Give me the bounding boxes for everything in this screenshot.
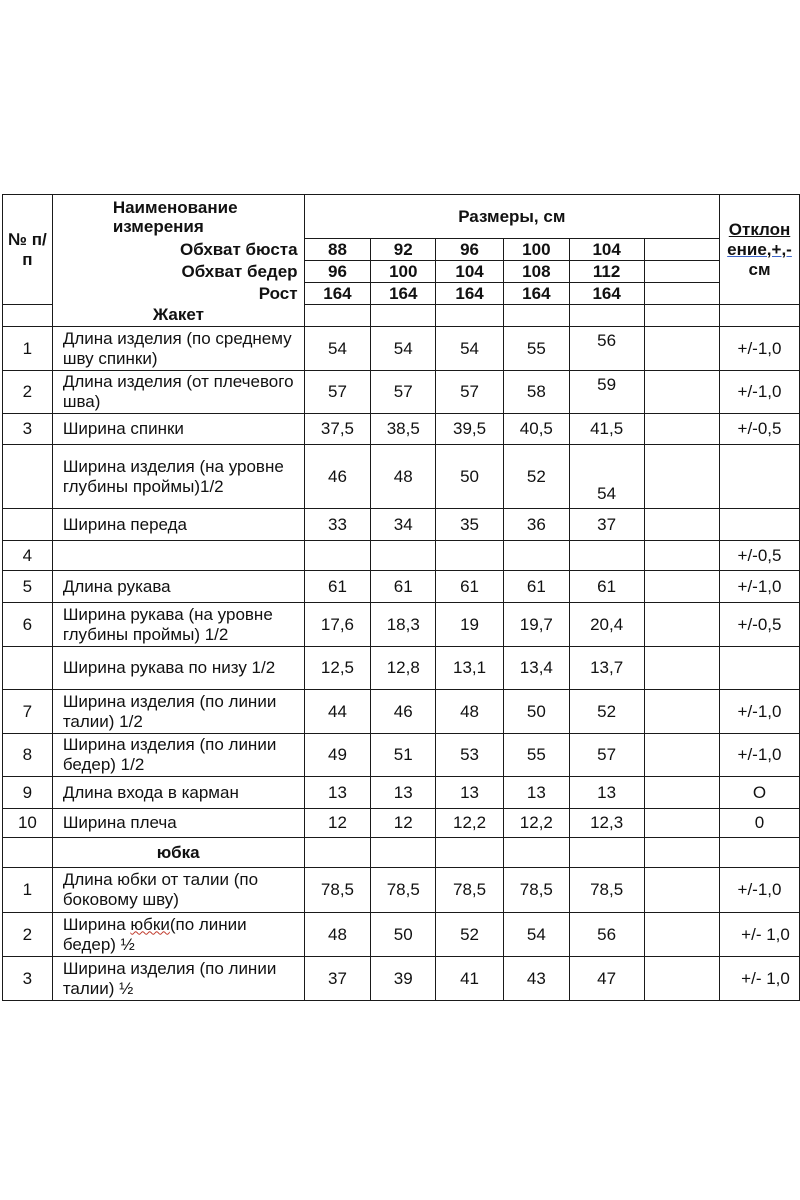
section-title-jacket: Жакет xyxy=(52,305,304,327)
row-value: 13,1 xyxy=(436,647,504,690)
table-row xyxy=(3,571,800,603)
row-value: 39 xyxy=(371,957,436,1001)
row-value: 34 xyxy=(371,509,436,541)
row-num: 2 xyxy=(3,913,53,957)
row-deviation: +/- 1,0 xyxy=(720,913,800,957)
hip-value: 108 xyxy=(503,261,569,283)
row-name xyxy=(52,541,304,571)
table-row xyxy=(3,913,800,957)
row-value xyxy=(644,327,720,371)
row-name: Ширина плеча xyxy=(52,809,304,838)
table-row xyxy=(3,734,800,777)
row-value xyxy=(644,603,720,647)
row-num: 5 xyxy=(3,571,53,603)
row-value: 13 xyxy=(569,777,644,809)
row-value: 52 xyxy=(569,690,644,734)
row-value xyxy=(644,868,720,913)
bust-label: Обхват бюста xyxy=(52,239,304,261)
hip-value: 104 xyxy=(436,261,504,283)
row-num: 10 xyxy=(3,809,53,838)
row-value: 38,5 xyxy=(371,414,436,445)
row-value: 78,5 xyxy=(436,868,504,913)
row-name xyxy=(52,913,304,957)
row-value: 17,6 xyxy=(304,603,371,647)
row-deviation: +/-1,0 xyxy=(720,734,800,777)
row-value: 50 xyxy=(436,445,504,509)
row-value: 54 xyxy=(503,913,569,957)
row-value: 12 xyxy=(304,809,371,838)
row-value: 36 xyxy=(503,509,569,541)
row-value: 13,4 xyxy=(503,647,569,690)
row-value: 40,5 xyxy=(503,414,569,445)
row-value: 35 xyxy=(436,509,504,541)
row-deviation: +/-1,0 xyxy=(720,571,800,603)
row-value: 54 xyxy=(569,445,644,509)
row-value: 61 xyxy=(371,571,436,603)
row-value: 57 xyxy=(304,371,371,414)
table-row xyxy=(3,603,800,647)
hip-value: 112 xyxy=(569,261,644,283)
bust-value: 92 xyxy=(371,239,436,261)
table-row xyxy=(3,868,800,913)
row-value: 78,5 xyxy=(304,868,371,913)
section-title-skirt: юбка xyxy=(52,838,304,868)
row-value: 51 xyxy=(371,734,436,777)
row-value: 46 xyxy=(304,445,371,509)
row-name: Длина юбки от талии (по боковому шву) xyxy=(52,868,304,913)
bust-value: 96 xyxy=(436,239,504,261)
table-row xyxy=(3,541,800,571)
row-value: 58 xyxy=(503,371,569,414)
row-name: Ширина изделия (по линии бедер) 1/2 xyxy=(52,734,304,777)
row-value: 78,5 xyxy=(371,868,436,913)
row-deviation: +/-0,5 xyxy=(720,603,800,647)
height-value xyxy=(644,283,720,305)
row-value: 47 xyxy=(569,957,644,1001)
row-deviation: +/-0,5 xyxy=(720,414,800,445)
row-deviation: +/-1,0 xyxy=(720,327,800,371)
row-value xyxy=(644,509,720,541)
row-value: 56 xyxy=(569,327,644,371)
row-name-pre: Ширина xyxy=(62,914,131,934)
row-value: 78,5 xyxy=(503,868,569,913)
row-value: 18,3 xyxy=(371,603,436,647)
row-value xyxy=(569,541,644,571)
row-value xyxy=(644,777,720,809)
row-deviation: 0 xyxy=(720,809,800,838)
row-num: 4 xyxy=(3,541,53,571)
row-value xyxy=(304,541,371,571)
table-row xyxy=(3,647,800,690)
row-value: 19 xyxy=(436,603,504,647)
table-row xyxy=(3,777,800,809)
row-deviation xyxy=(720,445,800,509)
row-num xyxy=(3,445,53,509)
row-name: Ширина изделия (на уровне глубины проймы)1/2 xyxy=(52,445,304,509)
row-value xyxy=(644,445,720,509)
row-value: 39,5 xyxy=(436,414,504,445)
row-name-mark: юбки xyxy=(130,914,170,934)
row-deviation: +/-1,0 xyxy=(720,690,800,734)
row-num xyxy=(3,509,53,541)
row-name: Ширина переда xyxy=(52,509,304,541)
row-deviation: +/-0,5 xyxy=(720,541,800,571)
row-value: 49 xyxy=(304,734,371,777)
row-value: 13 xyxy=(436,777,504,809)
row-value: 54 xyxy=(371,327,436,371)
row-value: 13 xyxy=(304,777,371,809)
row-name: Ширина изделия (по линии талии) 1/2 xyxy=(52,690,304,734)
row-value: 50 xyxy=(503,690,569,734)
row-value: 61 xyxy=(304,571,371,603)
hip-value xyxy=(644,261,720,283)
row-value xyxy=(644,647,720,690)
row-value xyxy=(644,957,720,1001)
row-value: 54 xyxy=(304,327,371,371)
row-value: 59 xyxy=(569,371,644,414)
row-value: 52 xyxy=(503,445,569,509)
row-value: 37 xyxy=(569,509,644,541)
row-num: 3 xyxy=(3,414,53,445)
row-num: 6 xyxy=(3,603,53,647)
row-value: 54 xyxy=(436,327,504,371)
row-value: 41,5 xyxy=(569,414,644,445)
row-num: 8 xyxy=(3,734,53,777)
bust-value xyxy=(644,239,720,261)
row-name: Длина входа в карман xyxy=(52,777,304,809)
row-num: 1 xyxy=(3,868,53,913)
row-name: Ширина спинки xyxy=(52,414,304,445)
row-value: 55 xyxy=(503,327,569,371)
row-value: 13 xyxy=(503,777,569,809)
row-value: 12,2 xyxy=(503,809,569,838)
row-value: 12,8 xyxy=(371,647,436,690)
row-num xyxy=(3,647,53,690)
row-value xyxy=(371,541,436,571)
row-value xyxy=(644,571,720,603)
row-deviation: +/-1,0 xyxy=(720,371,800,414)
row-deviation: O xyxy=(720,777,800,809)
row-num: 1 xyxy=(3,327,53,371)
row-value: 37 xyxy=(304,957,371,1001)
row-value: 55 xyxy=(503,734,569,777)
row-num: 9 xyxy=(3,777,53,809)
row-value xyxy=(644,690,720,734)
row-name: Длина изделия (от плечевого шва) xyxy=(52,371,304,414)
table-row xyxy=(3,509,800,541)
row-value: 20,4 xyxy=(569,603,644,647)
row-value xyxy=(503,541,569,571)
table-row xyxy=(3,957,800,1001)
row-value: 19,7 xyxy=(503,603,569,647)
height-label: Рост xyxy=(52,283,304,305)
row-value: 48 xyxy=(371,445,436,509)
table-row xyxy=(3,327,800,371)
row-deviation xyxy=(720,647,800,690)
col-num-header: № п/п xyxy=(3,195,53,305)
row-value xyxy=(644,414,720,445)
row-num: 3 xyxy=(3,957,53,1001)
table-row xyxy=(3,690,800,734)
height-value: 164 xyxy=(503,283,569,305)
row-value: 53 xyxy=(436,734,504,777)
row-name: Длина рукава xyxy=(52,571,304,603)
row-value: 57 xyxy=(436,371,504,414)
row-value xyxy=(644,809,720,838)
row-value: 57 xyxy=(569,734,644,777)
table-row xyxy=(3,414,800,445)
row-value: 48 xyxy=(436,690,504,734)
row-name: Ширина рукава по низу 1/2 xyxy=(52,647,304,690)
bust-value: 88 xyxy=(304,239,371,261)
sizes-header: Размеры, см xyxy=(304,195,719,239)
height-value: 164 xyxy=(436,283,504,305)
row-deviation xyxy=(720,509,800,541)
row-value: 43 xyxy=(503,957,569,1001)
row-value: 41 xyxy=(436,957,504,1001)
row-value xyxy=(644,734,720,777)
row-value: 50 xyxy=(371,913,436,957)
height-value: 164 xyxy=(304,283,371,305)
hip-value: 96 xyxy=(304,261,371,283)
row-deviation: +/-1,0 xyxy=(720,868,800,913)
deviation-header-line2: ение,+,- xyxy=(727,239,792,259)
row-value: 61 xyxy=(503,571,569,603)
table-row xyxy=(3,445,800,509)
bust-value: 104 xyxy=(569,239,644,261)
table-row xyxy=(3,371,800,414)
section-num-cell xyxy=(3,305,53,327)
row-value: 13 xyxy=(371,777,436,809)
row-value: 44 xyxy=(304,690,371,734)
row-value: 57 xyxy=(371,371,436,414)
measurements-table xyxy=(2,194,800,1001)
row-value: 12,2 xyxy=(436,809,504,838)
row-value: 37,5 xyxy=(304,414,371,445)
row-value: 52 xyxy=(436,913,504,957)
row-value: 56 xyxy=(569,913,644,957)
row-value xyxy=(436,541,504,571)
row-num: 2 xyxy=(3,371,53,414)
deviation-header-line3: см xyxy=(748,259,771,279)
bust-value: 100 xyxy=(503,239,569,261)
row-value: 61 xyxy=(436,571,504,603)
row-value: 13,7 xyxy=(569,647,644,690)
deviation-header-line1: Отклон xyxy=(728,219,791,239)
height-value: 164 xyxy=(371,283,436,305)
row-value xyxy=(644,913,720,957)
row-value: 61 xyxy=(569,571,644,603)
hip-label: Обхват бедер xyxy=(52,261,304,283)
row-value: 33 xyxy=(304,509,371,541)
row-value: 12 xyxy=(371,809,436,838)
hip-value: 100 xyxy=(371,261,436,283)
row-value: 12,3 xyxy=(569,809,644,838)
row-num: 7 xyxy=(3,690,53,734)
row-value xyxy=(644,541,720,571)
row-name-post: (по линии бедер) ½ xyxy=(62,914,247,954)
row-name: Ширина изделия (по линии талии) ½ xyxy=(52,957,304,1001)
row-name: Длина изделия (по среднему шву спинки) xyxy=(52,327,304,371)
row-name: Ширина рукава (на уровне глубины проймы) 1/2 xyxy=(52,603,304,647)
height-value: 164 xyxy=(569,283,644,305)
row-value: 48 xyxy=(304,913,371,957)
col-name-header: Наименование измерения xyxy=(52,195,304,239)
deviation-header xyxy=(720,195,800,305)
row-value: 78,5 xyxy=(569,868,644,913)
row-deviation: +/- 1,0 xyxy=(720,957,800,1001)
row-value: 46 xyxy=(371,690,436,734)
row-value: 12,5 xyxy=(304,647,371,690)
row-value xyxy=(644,371,720,414)
table-row xyxy=(3,809,800,838)
